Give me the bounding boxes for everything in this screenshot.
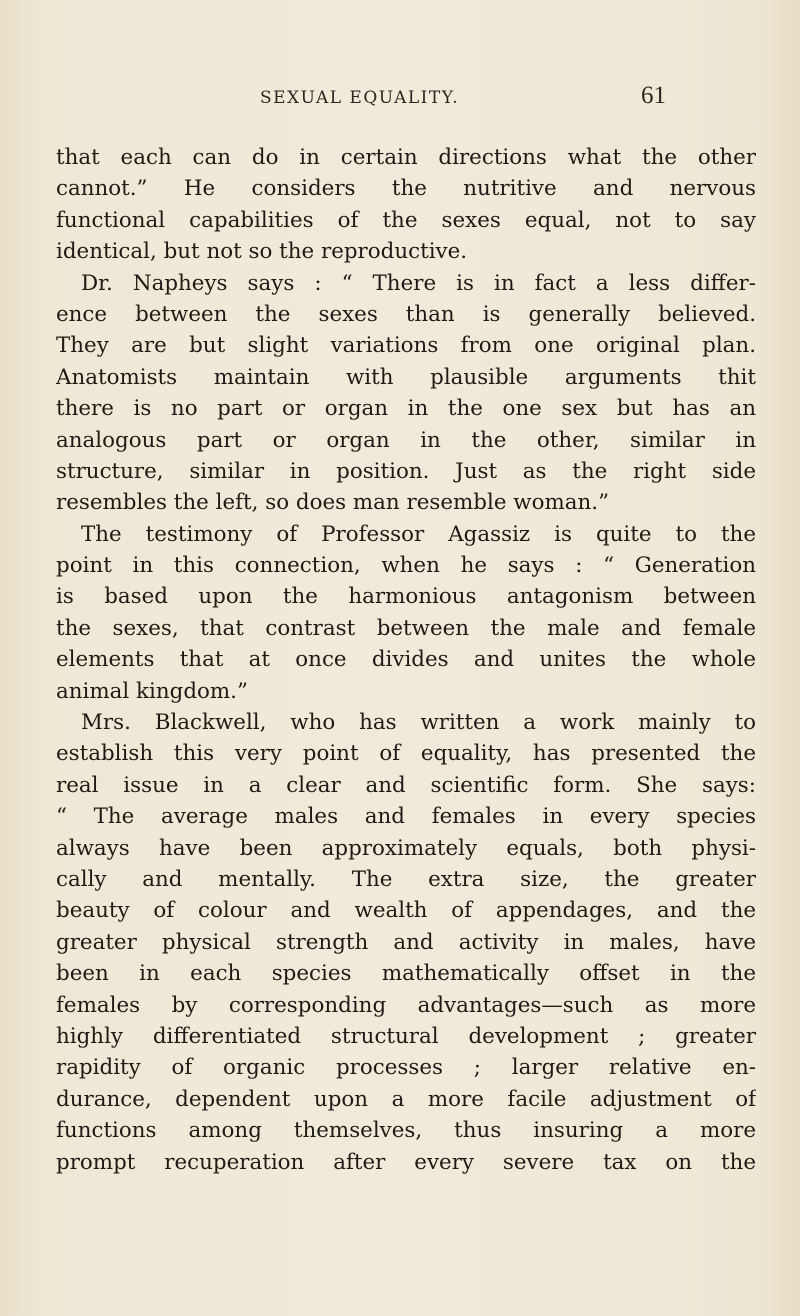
text-line: point in this connection, when he says : “ Generation bbox=[56, 553, 756, 579]
text-line: Anatomists maintain with plausible arguments thit bbox=[56, 364, 756, 390]
text-line: durance, dependent upon a more facile adjustment of bbox=[56, 1086, 756, 1112]
text-line: that each can do in certain directions what the other bbox=[56, 145, 756, 170]
text-line: Mrs. Blackwell, who has written a work mainly to bbox=[81, 710, 756, 736]
text-line: females by corresponding advantages—such as more bbox=[56, 992, 756, 1018]
text-line: animal kingdom.” bbox=[56, 678, 248, 704]
text-line: always have been approximately equals, both physi- bbox=[56, 835, 756, 861]
text-line: rapidity of organic processes ; larger relative en- bbox=[56, 1055, 756, 1081]
text-line: Dr. Napheys says : “ There is in fact a less differ- bbox=[81, 270, 756, 296]
text-line: functional capabilities of the sexes equal, not to say bbox=[56, 207, 756, 233]
text-line: elements that at once divides and unites the whole bbox=[56, 647, 756, 673]
text-line: The testimony of Professor Agassiz is quite to the bbox=[81, 521, 756, 547]
text-line: prompt recuperation after every severe tax on the bbox=[56, 1149, 756, 1175]
text-line: They are but slight variations from one original plan. bbox=[56, 333, 756, 359]
text-line: cannot.” He considers the nutritive and nervous bbox=[56, 176, 756, 202]
text-line: there is no part or organ in the one sex but has an bbox=[56, 396, 756, 422]
text-line: greater physical strength and activity in males, have bbox=[56, 929, 756, 955]
text-line: ence between the sexes than is generally believed. bbox=[56, 301, 756, 327]
text-line: highly differentiated structural development ; greater bbox=[56, 1023, 756, 1049]
body-text bbox=[56, 142, 756, 1178]
text-line: “ The average males and females in every species bbox=[56, 804, 756, 830]
text-line: establish this very point of equality, has presented the bbox=[56, 741, 756, 767]
page-number: 61 bbox=[641, 82, 666, 109]
text-line: been in each species mathematically offset in the bbox=[56, 961, 756, 987]
text-line: structure, similar in position. Just as the right side bbox=[56, 458, 756, 484]
text-line: functions among themselves, thus insuring a more bbox=[56, 1118, 756, 1144]
text-line: cally and mentally. The extra size, the greater bbox=[56, 866, 756, 892]
text-line: the sexes, that contrast between the male and female bbox=[56, 615, 756, 641]
text-line: resembles the left, so does man resemble woman.” bbox=[56, 490, 610, 516]
running-title: SEXUAL EQUALITY. bbox=[260, 88, 460, 108]
text-line: real issue in a clear and scientific form. She says: bbox=[56, 772, 756, 798]
text-line: is based upon the harmonious antagonism between bbox=[56, 584, 756, 610]
text-line: identical, but not so the reproductive. bbox=[56, 239, 468, 265]
text-line: beauty of colour and wealth of appendages, and the bbox=[56, 898, 756, 924]
text-line: analogous part or organ in the other, similar in bbox=[56, 427, 756, 453]
